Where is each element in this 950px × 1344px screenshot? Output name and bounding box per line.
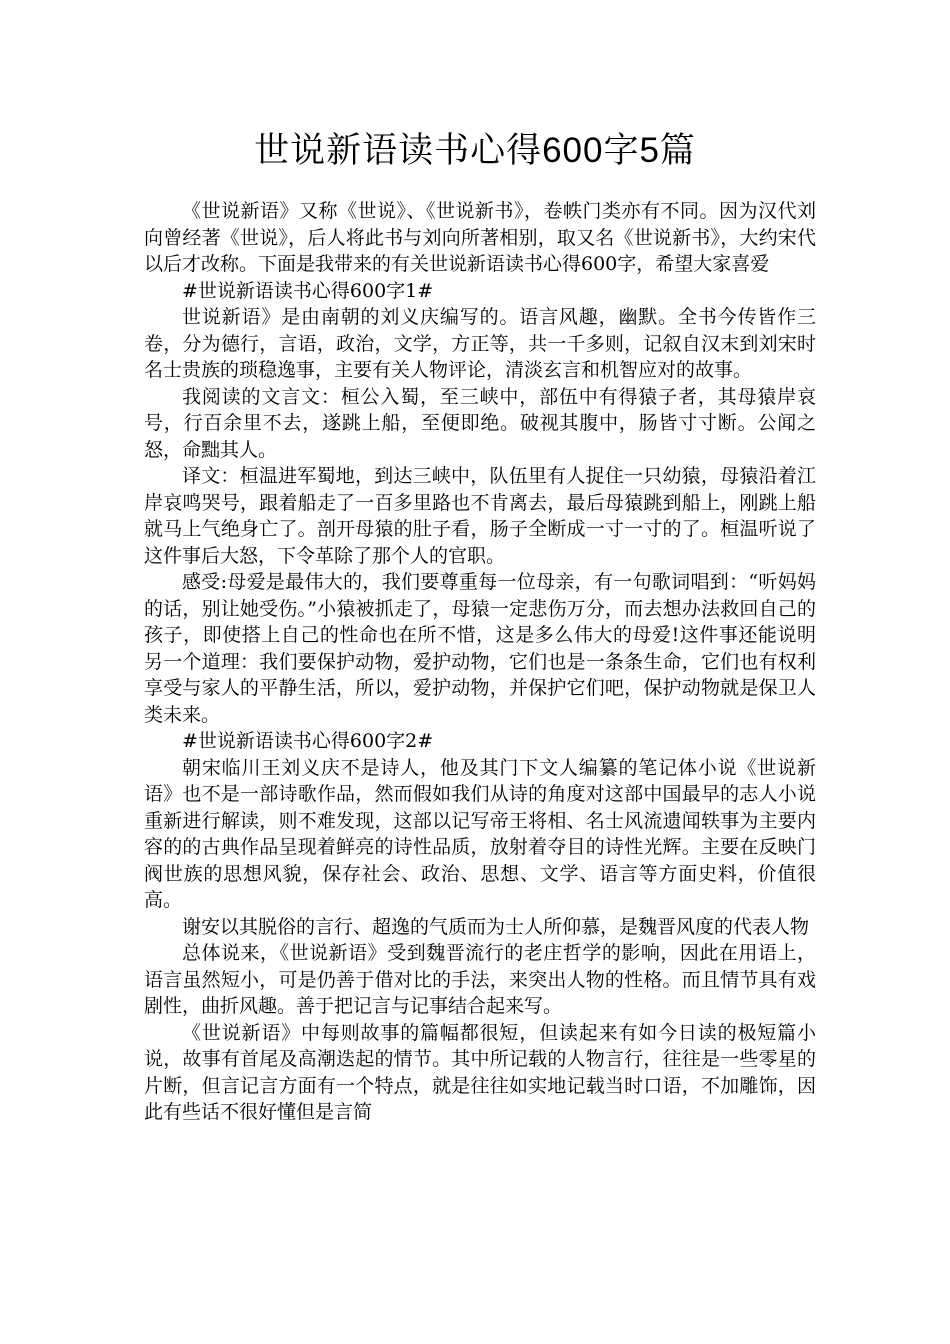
body-paragraph: 谢安以其脱俗的言行、超逸的气质而为士人所仰慕，是魏晋风度的代表人物 bbox=[182, 915, 810, 938]
body-paragraph: 我阅读的文言文：桓公入蜀，至三峡中，部伍中有得猿子者，其母猿岸哀号，行百余里不去，遂跳上船，至便即绝。破视其腹中，肠皆寸寸断。公闻之怒，命黜其人。 bbox=[144, 385, 816, 461]
body-paragraph: 朝宋临川王刘义庆不是诗人，他及其门下文人编纂的笔记体小说《世说新语》也不是一部诗歌作品，然而假如我们从诗的角度对这部中国最早的志人小说重新进行解读，则不难发现，这部以记写帝王将相、名士风流遗闻轶事为主要内容的的古典作品呈现着鲜亮的诗性品质，放射着夺目的诗性光辉。主要在反映门阀世族的思想风貌，保存社会、政治、思想、文学、语言等方面史料，价值很高。 bbox=[144, 756, 816, 911]
document-body bbox=[144, 198, 816, 1126]
body-paragraph: 感受:母爱是最伟大的，我们要尊重每一位母亲，有一句歌词唱到：“听妈妈的话，别让她受伤。”小猿被抓走了，母猿一定悲伤万分，而去想办法救回自己的孩子，即使搭上自己的性命也在所不惜，这是多么伟大的母爱!这件事还能说明另一个道理：我们要保护动物，爱护动物，它们也是一条条生命，它们也有权利享受与家人的平静生活，所以，爱护动物，并保护它们吧，保护动物就是保卫人类未来。 bbox=[144, 571, 816, 726]
body-paragraph: 总体说来，《世说新语》受到魏晋流行的老庄哲学的影响，因此在用语上，语言虽然短小，可是仍善于借对比的手法，来突出人物的性格。而且情节具有戏剧性，曲折风趣。善于把记言与记事结合起来写。 bbox=[144, 942, 816, 1017]
body-paragraph: 《世说新语》中每则故事的篇幅都很短，但读起来有如今日读的极短篇小说，故事有首尾及高潮迭起的情节。其中所记载的人物言行，往往是一些零星的片断，但言记言方面有一个特点，就是往往如实地记载当时口语，不加雕饰，因此有些话不很好懂但是言简 bbox=[144, 1021, 816, 1123]
body-paragraph: 世说新语》是由南朝的刘义庆编写的。语言风趣，幽默。全书今传皆作三卷，分为德行，言语，政治，文学，方正等，共一千多则，记叙自汉末到刘宋时名士贵族的琐稳逸事，主要有关人物评论，清淡玄言和机智应对的故事。 bbox=[144, 306, 816, 381]
body-paragraph: 译文：桓温进军蜀地，到达三峡中，队伍里有人捉住一只幼猿，母猿沿着江岸哀鸣哭号，跟着船走了一百多里路也不肯离去，最后母猿跳到船上，刚跳上船就马上气绝身亡了。剖开母猿的肚子看，肠子全断成一寸一寸的了。桓温听说了这件事后大怒，下令革除了那个人的官职。 bbox=[144, 465, 816, 567]
intro-paragraph: 《世说新语》又称《世说》、《世说新书》，卷帙门类亦有不同。因为汉代刘向曾经著《世说》，后人将此书与刘向所著相别，取又名《世说新书》，大约宋代以后才改称。下面是我带来的有关世说新语读书心得600字，希望大家喜爱 bbox=[144, 200, 816, 275]
document-title: 世说新语读书心得600字5篇 bbox=[254, 131, 696, 170]
section-heading-2: #世说新语读书心得600字2# bbox=[182, 730, 434, 752]
section-heading-1: #世说新语读书心得600字1# bbox=[182, 279, 434, 302]
